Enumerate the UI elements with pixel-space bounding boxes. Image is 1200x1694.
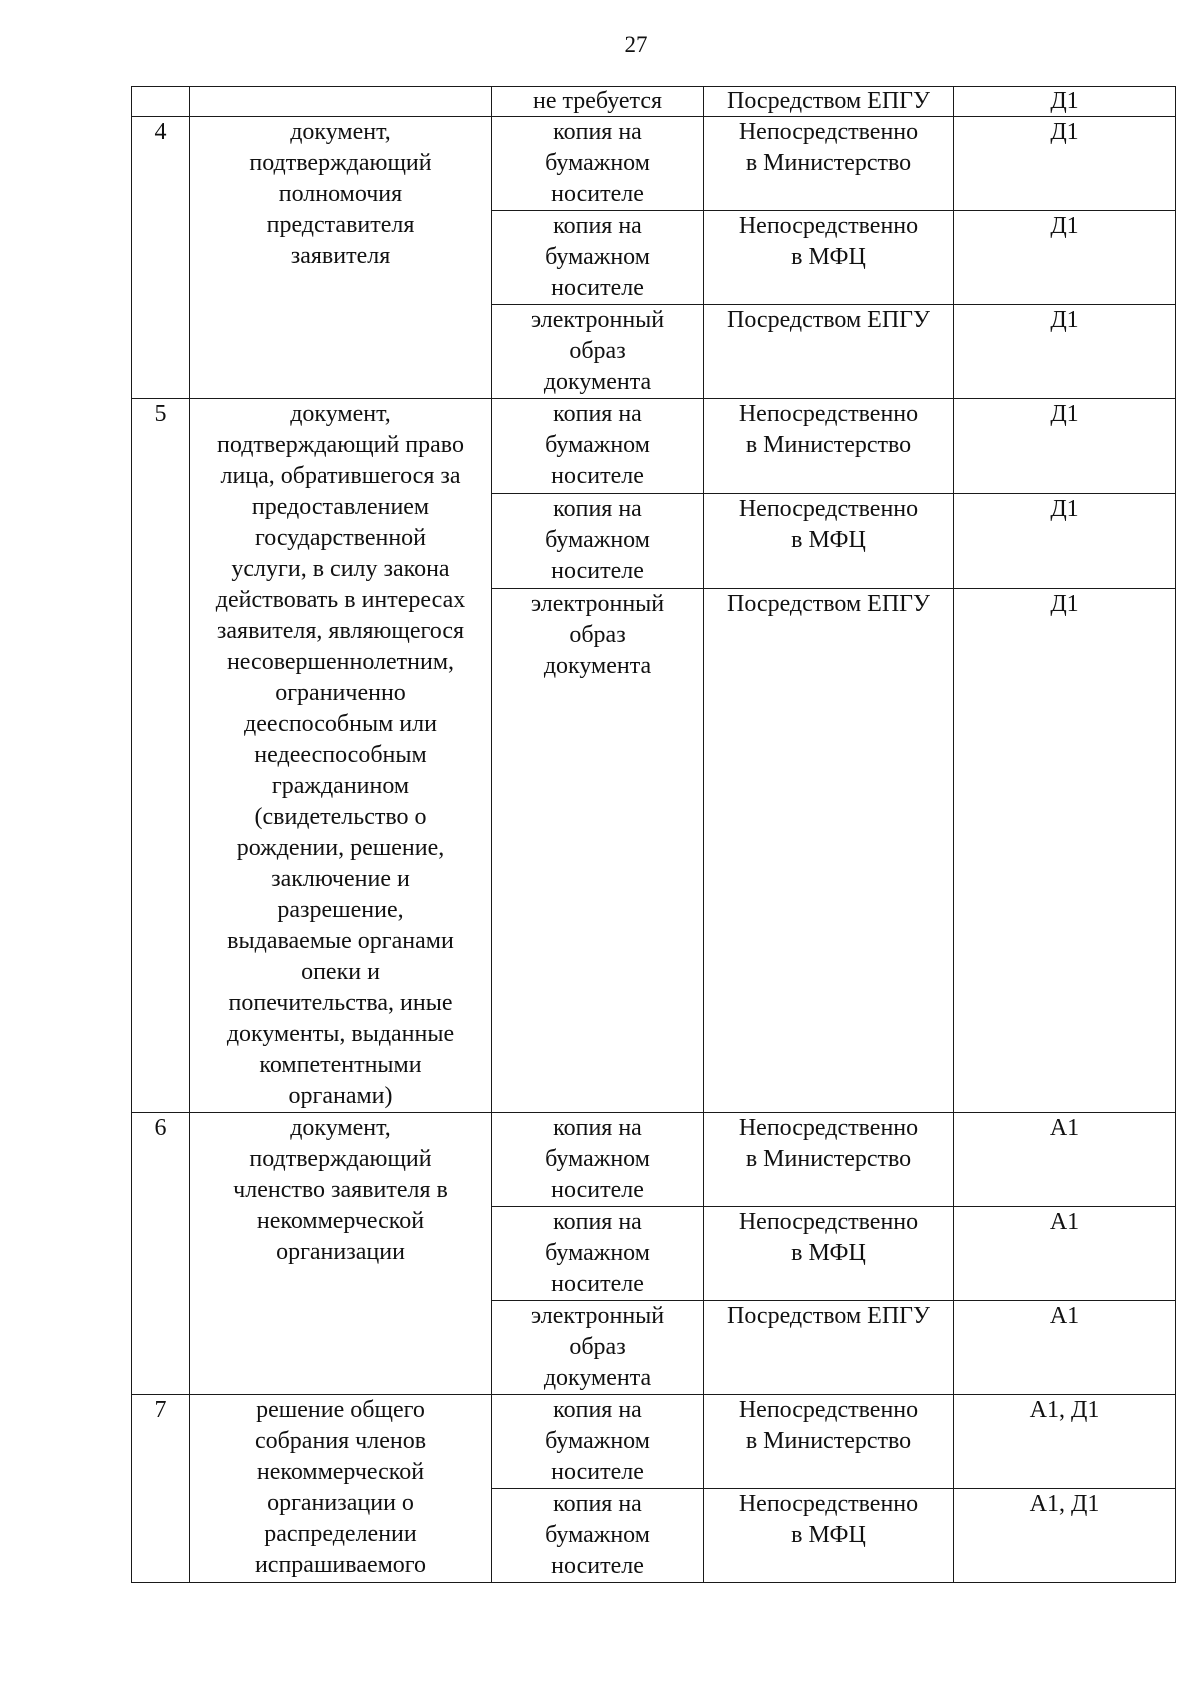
submission-method-cell: Непосредственно в МФЦ [704, 494, 954, 589]
code-cell: Д1 [954, 87, 1176, 117]
row-number-cell [132, 87, 190, 117]
submission-method-cell: Непосредственно в МФЦ [704, 1207, 954, 1301]
row-number-cell: 4 [132, 117, 190, 399]
submission-method-cell: Непосредственно в Министерство [704, 399, 954, 494]
document-form-cell: копия на бумажном носителе [492, 494, 704, 589]
submission-method-cell: Непосредственно в Министерство [704, 117, 954, 211]
code-cell: А1, Д1 [954, 1395, 1176, 1489]
code-cell: Д1 [954, 117, 1176, 211]
submission-method-cell: Посредством ЕПГУ [704, 589, 954, 1113]
document-form-cell: электронный образ документа [492, 1301, 704, 1395]
documents-table [131, 86, 1176, 1583]
document-name-cell [190, 87, 492, 117]
document-form-cell: копия на бумажном носителе [492, 211, 704, 305]
document-form-cell: не требуется [492, 87, 704, 117]
code-cell: Д1 [954, 305, 1176, 399]
submission-method-cell: Непосредственно в Министерство [704, 1113, 954, 1207]
document-name-cell: документ, подтверждающий полномочия представителя заявителя [190, 117, 492, 399]
code-cell: А1, Д1 [954, 1489, 1176, 1583]
document-name-cell: документ, подтверждающий право лица, обратившегося за предоставлением государственной услуги, в силу закона действовать в интересах заявителя, являющегося несовершеннолетним, ограниченно дееспособным или недееспособным гражданином (свидетельство о рождении, решение, заключение и разрешение, выдаваемые органами опеки и попечительства, иные документы, выданные компетентными органами) [190, 399, 492, 1113]
document-form-cell: копия на бумажном носителе [492, 1113, 704, 1207]
document-form-cell: электронный образ документа [492, 589, 704, 1113]
page-number: 27 [624, 32, 648, 57]
document-form-cell: копия на бумажном носителе [492, 1395, 704, 1489]
submission-method-cell: Непосредственно в МФЦ [704, 211, 954, 305]
table-row [132, 87, 1176, 117]
submission-method-cell: Посредством ЕПГУ [704, 87, 954, 117]
document-form-cell: копия на бумажном носителе [492, 399, 704, 494]
row-number-cell: 5 [132, 399, 190, 1113]
document-form-cell: копия на бумажном носителе [492, 1207, 704, 1301]
table-row [132, 1395, 1176, 1489]
submission-method-cell: Посредством ЕПГУ [704, 305, 954, 399]
document-name-cell: решение общего собрания членов некоммерческой организации о распределении испрашиваемого [190, 1395, 492, 1583]
table-row [132, 117, 1176, 211]
document-form-cell: копия на бумажном носителе [492, 117, 704, 211]
submission-method-cell: Непосредственно в МФЦ [704, 1489, 954, 1583]
submission-method-cell: Непосредственно в Министерство [704, 1395, 954, 1489]
code-cell: А1 [954, 1207, 1176, 1301]
document-form-cell: электронный образ документа [492, 305, 704, 399]
code-cell: Д1 [954, 589, 1176, 1113]
code-cell: Д1 [954, 399, 1176, 494]
code-cell: А1 [954, 1113, 1176, 1207]
code-cell: Д1 [954, 211, 1176, 305]
table-row [132, 1113, 1176, 1207]
table-row [132, 399, 1176, 494]
code-cell: А1 [954, 1301, 1176, 1395]
document-name-cell: документ, подтверждающий членство заявителя в некоммерческой организации [190, 1113, 492, 1395]
code-cell: Д1 [954, 494, 1176, 589]
row-number-cell: 6 [132, 1113, 190, 1395]
submission-method-cell: Посредством ЕПГУ [704, 1301, 954, 1395]
row-number-cell: 7 [132, 1395, 190, 1583]
document-form-cell: копия на бумажном носителе [492, 1489, 704, 1583]
